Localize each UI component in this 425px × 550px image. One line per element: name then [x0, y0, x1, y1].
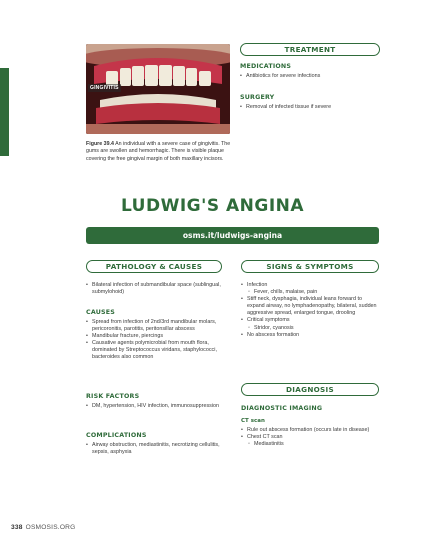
list-subitem: ◦ Stridor, cyanosis — [241, 325, 381, 332]
pathology-causes-header: PATHOLOGY & CAUSES — [86, 260, 222, 273]
causes-list — [86, 319, 230, 362]
list-subitem: ◦ Fever, chills, malaise, pain — [241, 289, 381, 296]
list-item: • DM, hypertension, HIV infection, immunosuppression — [86, 403, 230, 410]
list-item: • Antibiotics for severe infections — [240, 73, 380, 80]
list-item: • Causative agents polymicrobial from mouth flora, dominated by Streptococcus viridans, staphylococci, bacteroides also common — [86, 340, 230, 361]
figure-number: Figure 39.4 — [86, 141, 114, 147]
complications-heading: COMPLICATIONS — [86, 432, 147, 439]
surgery-heading: SURGERY — [240, 94, 275, 101]
surgery-list — [240, 104, 380, 111]
ct-scan-list — [241, 427, 381, 448]
list-item: • Rule out abscess formation (occurs late in disease) — [241, 427, 381, 434]
list-item: • No abscess formation — [241, 332, 381, 339]
risk-factors-list — [86, 403, 230, 410]
causes-heading: CAUSES — [86, 309, 115, 316]
list-subitem: ◦ Mediastinitis — [241, 441, 381, 448]
complications-list — [86, 442, 230, 456]
page-footer — [11, 524, 75, 531]
list-item: • Stiff neck, dysphagia, individual leans forward to expand airway, no lymphadenopathy, bilateral, sudden aggressive spread, enlarged tongue, drooling — [241, 296, 381, 317]
figure-caption — [86, 141, 234, 163]
figure-caption-text: An individual with a severe case of gingivitis. The gums are swollen and hemorrhagic. There is visible plaque covering the free gingival margin of both maxillary incisors. — [86, 141, 231, 162]
list-item: • Spread from infection of 2nd/3rd mandibular molars, pericoronitis, parotitis, peritonsillar abscess — [86, 319, 230, 333]
list-item: • Airway obstruction, mediastinitis, necrotizing cellulitis, sepsis, asphyxia — [86, 442, 230, 456]
treatment-header: TREATMENT — [240, 43, 380, 56]
chapter-side-tab — [0, 68, 9, 156]
page-title: LUDWIG'S ANGINA — [120, 196, 305, 216]
medications-heading: MEDICATIONS — [240, 63, 292, 70]
diagnostic-imaging-heading: DIAGNOSTIC IMAGING — [241, 405, 323, 412]
list-item: • Removal of infected tissue if severe — [240, 104, 380, 111]
list-item: • Mandibular fracture, piercings — [86, 333, 230, 340]
signs-symptoms-header: SIGNS & SYMPTOMS — [241, 260, 379, 273]
list-item: • Infection — [241, 282, 381, 289]
site-name[interactable]: OSMOSIS.ORG — [25, 524, 76, 531]
medications-list — [240, 73, 380, 80]
list-item: • Critical symptoms — [241, 317, 381, 324]
risk-factors-heading: RISK FACTORS — [86, 393, 140, 400]
pathology-list — [86, 282, 230, 296]
page-number: 338 — [11, 524, 23, 531]
diagnosis-header: DIAGNOSIS — [241, 383, 379, 396]
list-item: • Chest CT scan — [241, 434, 381, 441]
list-item: • Bilateral infection of submandibular space (sublingual, submylohoid) — [86, 282, 230, 296]
topic-url[interactable]: osms.it/ludwigs-angina — [86, 227, 379, 244]
signs-list — [241, 282, 381, 339]
ct-scan-heading: CT scan — [241, 418, 265, 424]
gingivitis-image-label: GINGIVITIS — [90, 85, 119, 91]
